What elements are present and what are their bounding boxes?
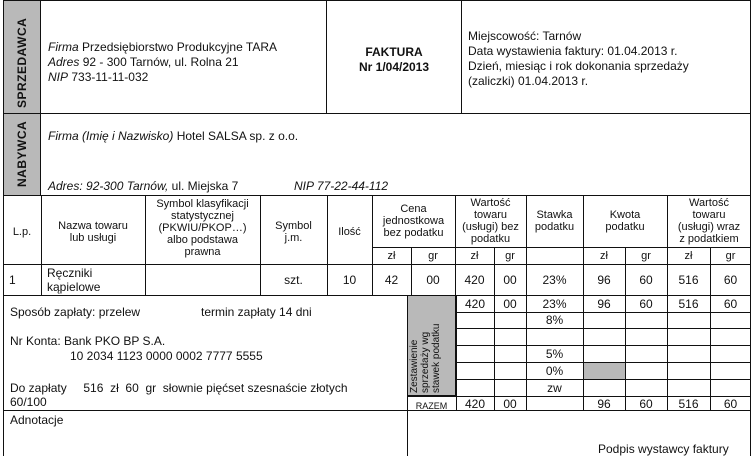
row-name-l2: kąpielowe	[47, 280, 101, 294]
summary-total-net-gr: 00	[503, 397, 517, 411]
col-gross-l3: (usługi) wraz	[677, 221, 741, 233]
summary-zw-shade	[584, 363, 625, 379]
row-rate: 23%	[542, 273, 567, 287]
col-pkwiu-l5: prawna	[184, 246, 221, 258]
row-name-l1: Ręczniki	[47, 266, 93, 280]
subhead-net-gr: gr	[505, 250, 515, 262]
payment-due: Do zapłaty 516 zł 60 gr słownie pięćset szesnaście złotych	[10, 381, 348, 395]
col-gross-l1: Wartość	[689, 197, 729, 209]
summary-r4-rate: 5%	[545, 347, 564, 361]
summary-total-gross-zl: 516	[678, 397, 699, 411]
summary-r1-tax-zl: 96	[597, 297, 611, 311]
summary-r1-net-gr: 00	[503, 297, 517, 311]
summary-side-l2: sprzedaży wg	[420, 331, 431, 393]
seller-address: Adres 92 - 300 Tarnów, ul. Rolna 21	[48, 55, 239, 69]
col-net-l3: (usługi) bez	[462, 221, 519, 233]
col-pkwiu-l1: Symbol klasyfikacji	[156, 198, 249, 210]
buyer-side-label: NABYWCA	[15, 120, 29, 187]
row-gross-zl: 516	[678, 273, 699, 287]
col-name-l1: Nazwa towaru	[58, 220, 128, 232]
col-pkwiu-l4: albo podstawa	[167, 234, 238, 246]
summary-total-label: RAZEM	[415, 401, 448, 411]
payment-fraction: 60/100	[10, 395, 47, 409]
col-symbol-l2: j.m.	[284, 232, 303, 244]
col-pkwiu-l2: statystycznej	[171, 210, 234, 222]
subhead-gross-gr: gr	[725, 250, 736, 262]
col-net-l1: Wartość	[470, 197, 511, 209]
col-price-l2: jednostkowa	[382, 215, 445, 227]
buyer-nip: NIP 77-22-44-112	[294, 179, 389, 193]
col-net-l2: towaru	[473, 209, 508, 221]
buyer-name: Firma (Imię i Nazwisko) Hotel SALSA sp. z o.o.	[48, 129, 299, 143]
summary-total-net-zl: 420	[464, 397, 486, 411]
col-symbol-l1: Symbol	[275, 220, 312, 232]
summary-r1-rate: 23%	[542, 297, 567, 311]
row-net-zl: 420	[464, 273, 485, 287]
row-price-gr: 00	[426, 273, 440, 287]
seller-firm: Firma Przedsiębiorstwo Produkcyjne TARA	[48, 40, 277, 54]
row-qty: 10	[342, 273, 357, 287]
notes-box	[3, 410, 408, 456]
signature-label: Podpis wystawcy faktury	[598, 442, 729, 456]
col-rate-l1: Stawka	[536, 209, 573, 221]
row-price-zl: 42	[384, 273, 399, 287]
summary-side-l1: Zestawienie	[409, 339, 420, 393]
summary-r1-net-zl: 420	[464, 297, 486, 311]
seller-nip: NIP 733-11-11-032	[48, 70, 149, 84]
seller-side-label: SPRZEDAWCA	[15, 17, 29, 108]
payment-method: Sposób zapłaty: przelew	[10, 305, 141, 319]
notes-label: Adnotacje	[10, 413, 64, 427]
invoice-sale-date-line2: (zaliczki) 01.04.2013 r.	[468, 74, 589, 88]
summary-r1-tax-gr: 60	[639, 297, 653, 311]
row-unit: szt.	[284, 273, 303, 287]
summary-r1-gross-gr: 60	[723, 297, 738, 311]
col-tax-l1: Kwota	[609, 209, 641, 221]
row-lp: 1	[9, 273, 16, 287]
col-name-l2: lub usługi	[69, 232, 117, 244]
col-gross-l4: z podatkiem	[679, 233, 739, 245]
summary-total-tax-gr: 60	[639, 397, 653, 411]
payment-account-label: Nr Konta: Bank PKO BP S.A.	[10, 334, 166, 348]
col-tax-l2: podatku	[605, 221, 645, 233]
subhead-gross-zl: zł	[684, 250, 693, 262]
col-gross-l2: towaru	[692, 209, 726, 221]
subhead-tax-zl: zł	[600, 250, 608, 262]
summary-r6-rate: zw	[547, 381, 562, 395]
summary-total-gross-gr: 60	[723, 397, 738, 411]
summary-r2-rate: 8%	[545, 313, 564, 327]
col-pkwiu-l3: (PKWIU/PKOP…)	[158, 222, 247, 234]
col-rate-l2: podatku	[534, 221, 575, 233]
row-net-gr: 00	[503, 273, 517, 287]
invoice-place: Miejscowość: Tarnów	[468, 29, 582, 43]
subhead-net-zl: zł	[470, 250, 479, 262]
payment-account-number: 10 2034 1123 0000 0002 7777 5555	[70, 349, 263, 363]
invoice-sale-date-line1: Dzień, miesiąc i rok dokonania sprzedaży	[468, 59, 689, 73]
summary-side-l3: stawek podatku	[431, 323, 442, 393]
subhead-tax-gr: gr	[641, 250, 651, 262]
col-price-l1: Cena	[400, 203, 427, 215]
col-lp: L.p.	[12, 226, 32, 238]
row-tax-gr: 60	[639, 273, 653, 287]
invoice-number: Nr 1/04/2013	[358, 60, 430, 74]
row-gross-gr: 60	[723, 273, 738, 287]
row-tax-zl: 96	[597, 273, 611, 287]
summary-r5-rate: 0%	[545, 364, 564, 378]
col-net-l4: podatku	[470, 233, 511, 245]
invoice-title: FAKTURA	[365, 45, 423, 59]
col-qty: Ilość	[338, 226, 361, 238]
buyer-address: Adres: 92-300 Tarnów, ul. Miejska 7	[48, 179, 239, 193]
col-price-l3: bez podatku	[383, 227, 444, 239]
summary-r1-gross-zl: 516	[678, 297, 699, 311]
subhead-price-gr: gr	[428, 250, 438, 262]
summary-total-tax-zl: 96	[597, 397, 611, 411]
invoice-issue-date: Data wystawienia faktury: 01.04.2013 r.	[468, 44, 678, 58]
subhead-price-zl: zł	[387, 250, 396, 262]
payment-term: termin zapłaty 14 dni	[201, 305, 312, 319]
